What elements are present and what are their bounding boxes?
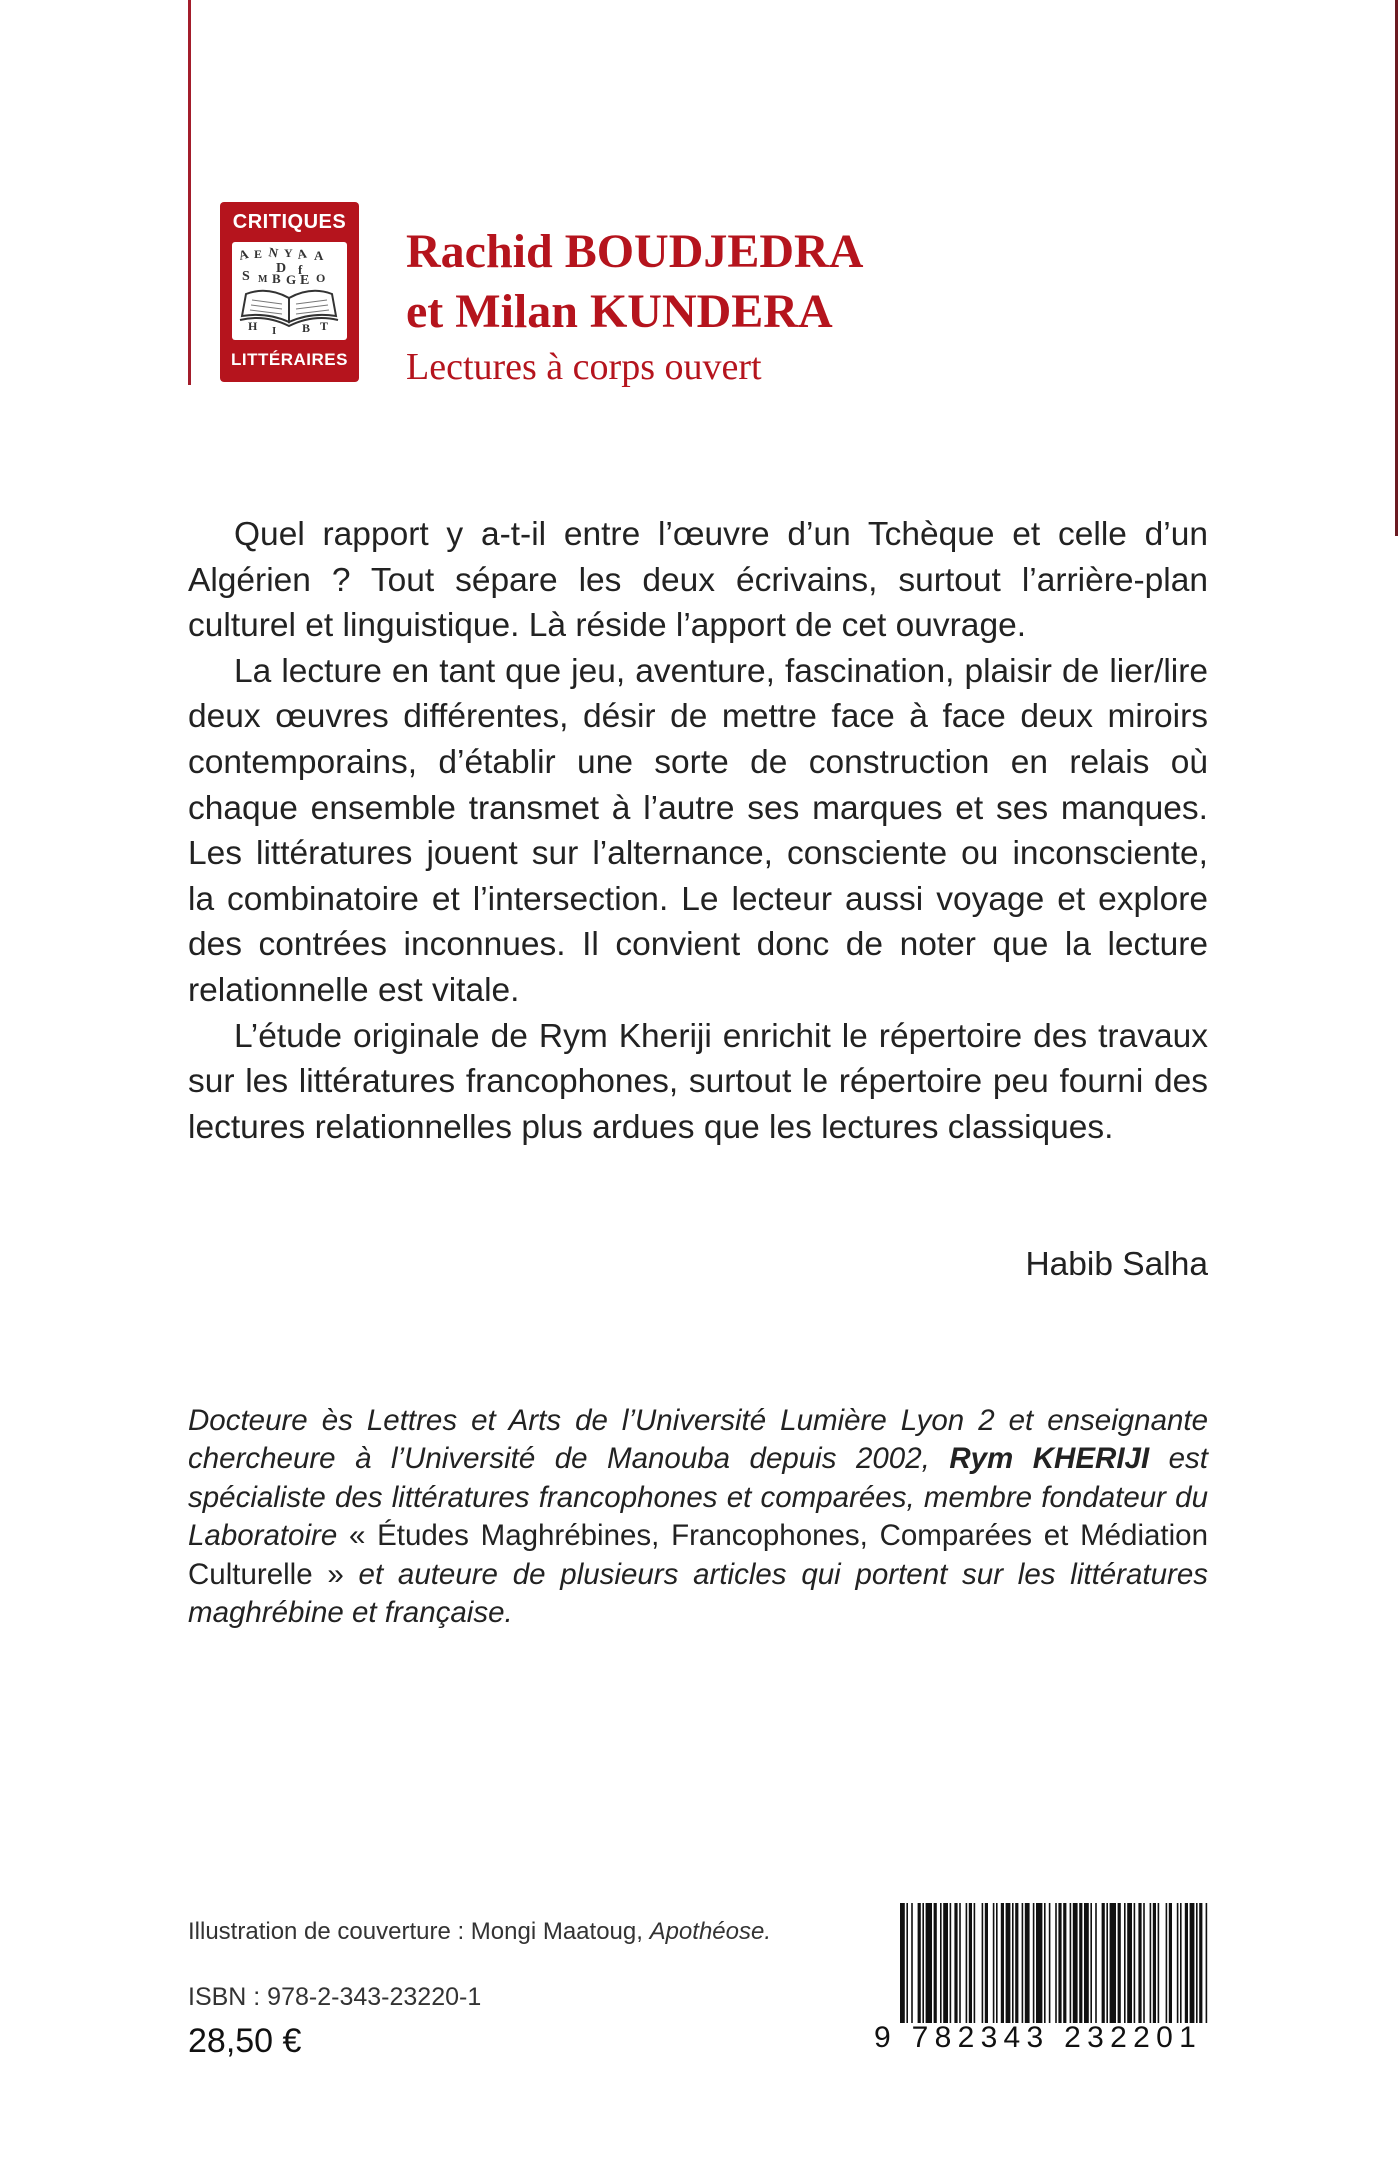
barcode-bar [1185, 1903, 1188, 2023]
barcode-bar [1143, 1903, 1145, 2023]
barcode-bar [996, 1903, 998, 2023]
blurb-paragraph-2: La lecture en tant que jeu, aventure, fascination, plaisir de lier/lire deux œuvres différentes, désir de mettre face à face deux miroirs contemporains, d’établir une sorte de construction en relais où chaque ensemble transmet à l’autre ses marques et ses manques. Les littératures jouent sur l’alternance, consciente ou inconsciente, la combinatoire et l’intersection. Le lecteur aussi voyage et explore des contrées inconnues. Il convient donc de noter que la lecture relationnelle est vitale. [188, 652, 1208, 1009]
book-subtitle: Lectures à corps ouvert [406, 346, 762, 388]
barcode-bar [1138, 1903, 1141, 2023]
barcode-bar [1001, 1903, 1004, 2023]
barcode-bar [993, 1903, 995, 2023]
barcode-bar [1025, 1903, 1030, 2023]
barcode-bar [982, 1903, 984, 2023]
bio-part-2: est spécialiste des littératures francophones et comparées, membre fondateur du Laboratoire [188, 1442, 1208, 1553]
barcode-bar [1124, 1903, 1126, 2023]
illustration-credit-prefix: Illustration de couverture : Mongi Maatoug, [188, 1918, 650, 1945]
cover-illustration-credit [188, 1918, 888, 1946]
barcode-bar [950, 1903, 952, 2023]
svg-text:H: H [248, 319, 258, 333]
barcode-bar [1180, 1903, 1182, 2023]
barcode-bar [1073, 1903, 1078, 2023]
barcode-bars [898, 1903, 1210, 2023]
svg-text:E: E [254, 247, 263, 261]
barcode-bar [1118, 1903, 1121, 2023]
barcode-bar [1169, 1903, 1172, 2023]
barcode-bar [1063, 1903, 1066, 2023]
barcode-bar [1079, 1903, 1082, 2023]
barcode-bar [1022, 1903, 1024, 2023]
barcode-bar [1206, 1903, 1208, 2023]
svg-text:A: A [236, 245, 250, 263]
barcode-digits: 9 782343 232201 [874, 2021, 1203, 2054]
barcode-bar [1190, 1903, 1195, 2023]
back-cover-blurb [188, 512, 1208, 1150]
open-book-letters-icon-graphic [232, 242, 347, 340]
barcode-bar [985, 1903, 988, 2023]
barcode-bar [1006, 1903, 1011, 2023]
svg-text:N: N [267, 244, 280, 261]
barcode-bar [1127, 1903, 1132, 2023]
barcode-bar [959, 1903, 961, 2023]
svg-text:B: B [302, 321, 311, 335]
barcode-bar [1134, 1903, 1136, 2023]
logo-bottom-label: LITTÉRAIRES [231, 350, 348, 369]
price: 28,50 € [188, 2022, 302, 2060]
book-title [406, 222, 1306, 342]
barcode-bar [1102, 1903, 1105, 2023]
edge-mark [1395, 0, 1398, 536]
svg-text:A: A [314, 248, 324, 263]
barcode-bar [934, 1903, 937, 2023]
svg-text:S: S [242, 269, 250, 284]
barcode-bar [1095, 1903, 1097, 2023]
barcode-bar [943, 1903, 948, 2023]
svg-text:O: O [316, 271, 326, 285]
author-bio [188, 1402, 1208, 1632]
svg-text:B: B [272, 271, 281, 286]
barcode-bar [1090, 1903, 1092, 2023]
spine-divider-line [188, 0, 191, 385]
bio-laboratory-name: « Études Maghrébines, Francophones, Comparées et Médiation Culturelle » [188, 1519, 1208, 1591]
barcode-bar [1070, 1903, 1072, 2023]
barcode-bar [1106, 1903, 1108, 2023]
isbn: ISBN : 978-2-343-23220-1 [188, 1983, 482, 2011]
open-book-letters-icon [232, 242, 347, 340]
svg-text:A: A [295, 245, 308, 262]
barcode-bar [1015, 1903, 1018, 2023]
barcode-bar [900, 1903, 905, 2023]
barcode-bar [1036, 1903, 1042, 2023]
title-line-1: Rachid BOUDJEDRA [406, 225, 864, 278]
barcode-bar [922, 1903, 924, 2023]
bio-part-3: et auteure de plusieurs articles qui portent sur les littératures maghrébine et française. [188, 1557, 1208, 1630]
barcode-bar [1177, 1903, 1179, 2023]
barcode-bar [1110, 1903, 1116, 2023]
barcode-bar [926, 1903, 932, 2023]
barcode-bar [1058, 1903, 1061, 2023]
barcode-bar [918, 1903, 921, 2023]
barcode-bar [1153, 1903, 1156, 2023]
barcode-bar [940, 1903, 942, 2023]
barcode-bar [966, 1903, 968, 2023]
blurb-paragraph-3: L’étude originale de Rym Kheriji enrichit le répertoire des travaux sur les littératures francophones, surtout le répertoire peu fourni des lectures relationnelles plus ardues que les lectures classiques. [188, 1017, 1208, 1146]
barcode-bar [1084, 1903, 1089, 2023]
barcode-bar [1150, 1903, 1152, 2023]
svg-text:T: T [320, 319, 329, 333]
barcode-bar [969, 1903, 972, 2023]
collection-logo [220, 202, 359, 382]
svg-text:Y: Y [284, 246, 293, 260]
barcode-bar [1158, 1903, 1160, 2023]
barcode [898, 1903, 1210, 2023]
barcode-bar [1012, 1903, 1014, 2023]
barcode-bar [1196, 1903, 1198, 2023]
barcode-bar [906, 1903, 908, 2023]
barcode-bar [1166, 1903, 1168, 2023]
barcode-bar [974, 1903, 976, 2023]
barcode-bar [954, 1903, 957, 2023]
blurb-paragraph-1: Quel rapport y a-t-il entre l’œuvre d’un Tchèque et celle d’un Algérien ? Tout sépare les deux écrivains, surtout l’arrière-plan culturel et linguistique. Là réside l’apport de cet ouvrage. [188, 516, 1208, 645]
blurb-signature: Habib Salha [1025, 1246, 1208, 1283]
svg-text:f: f [298, 262, 303, 277]
svg-text:E: E [300, 273, 310, 288]
svg-text:M: M [258, 274, 268, 285]
svg-text:D: D [276, 261, 287, 276]
svg-text:G: G [286, 272, 297, 287]
bio-part-1: Docteure ès Lettres et Arts de l’Université Lumière Lyon 2 et enseignante chercheure à l’Université de Manouba depuis 2002, [188, 1404, 1208, 1476]
barcode-bar [1055, 1903, 1057, 2023]
illustration-title: Apothéose. [649, 1918, 772, 1945]
barcode-bar [1049, 1903, 1051, 2023]
bio-author-name: Rym KHERIJI [949, 1442, 1150, 1476]
barcode-bar [911, 1903, 913, 2023]
barcode-bar [1033, 1903, 1035, 2023]
barcode-bar [1044, 1903, 1046, 2023]
title-line-2: et Milan KUNDERA [406, 285, 833, 338]
svg-text:I: I [272, 325, 277, 337]
barcode-bar [1199, 1903, 1202, 2023]
logo-top-label: CRITIQUES [232, 211, 347, 233]
